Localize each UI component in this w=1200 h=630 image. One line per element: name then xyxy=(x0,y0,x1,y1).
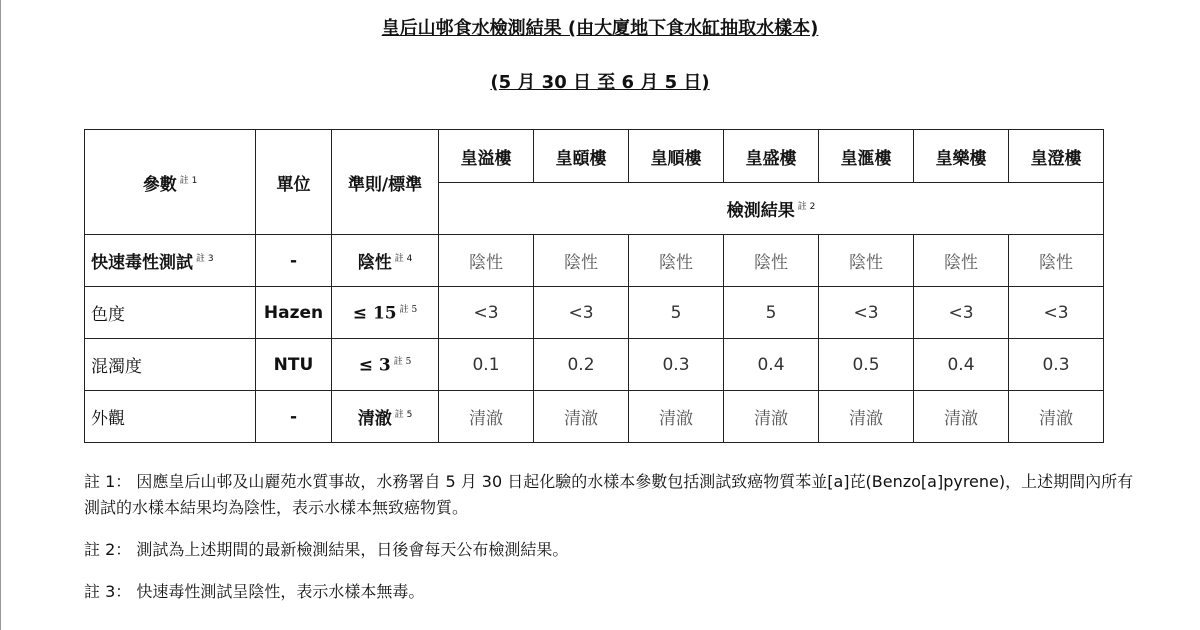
row-param-label: 混濁度 xyxy=(91,357,142,377)
result-cell: 陰性 xyxy=(534,235,629,287)
row-standard-note: 註 5 xyxy=(393,356,412,367)
row-param-cell xyxy=(85,287,256,339)
result-cell: 0.3 xyxy=(629,339,724,391)
result-cell: 清澈 xyxy=(629,391,724,443)
result-cell: 陰性 xyxy=(724,235,819,287)
row-param-label: 外觀 xyxy=(91,409,125,429)
header-param-note: 註 1 xyxy=(179,175,198,186)
row-standard-label: ≤ 15 xyxy=(352,303,397,324)
result-cell: 0.5 xyxy=(819,339,914,391)
row-param-cell xyxy=(85,235,256,287)
result-cell: 5 xyxy=(724,287,819,339)
result-cell: 清澈 xyxy=(724,391,819,443)
result-cell: 陰性 xyxy=(819,235,914,287)
page-edge-line xyxy=(0,0,1,630)
table-row xyxy=(85,339,1104,391)
row-param-cell xyxy=(85,391,256,443)
footnotes xyxy=(84,469,1144,605)
result-cell: 5 xyxy=(629,287,724,339)
table-row xyxy=(85,235,1104,287)
result-cell: 0.3 xyxy=(1009,339,1104,391)
header-results-label: 檢測結果 xyxy=(726,201,795,221)
header-param-cell xyxy=(85,130,256,235)
result-cell: <3 xyxy=(534,287,629,339)
header-building: 皇溢樓 xyxy=(439,130,534,183)
row-standard-label: 清澈 xyxy=(357,409,392,429)
result-cell: 陰性 xyxy=(1009,235,1104,287)
result-cell: 清澈 xyxy=(439,391,534,443)
row-unit-cell: - xyxy=(256,391,332,443)
row-standard-cell xyxy=(332,391,439,443)
row-standard-note: 註 5 xyxy=(394,410,413,421)
row-standard-cell xyxy=(332,235,439,287)
row-standard-cell xyxy=(332,287,439,339)
result-cell: 0.4 xyxy=(914,339,1009,391)
row-unit-cell: NTU xyxy=(256,339,332,391)
document-title: 皇后山邨食水檢測結果 (由大廈地下食水缸抽取水樣本) xyxy=(381,18,819,39)
footnote-2: 註 2： 測試為上述期間的最新檢測結果，日後會每天公布檢測結果。 xyxy=(84,540,569,559)
row-unit-cell: Hazen xyxy=(256,287,332,339)
footnote-3: 註 3： 快速毒性測試呈陰性，表示水樣本無毒。 xyxy=(84,582,425,601)
water-test-results-table xyxy=(84,129,1104,443)
header-building: 皇頤樓 xyxy=(534,130,629,183)
row-param-label: 色度 xyxy=(91,305,125,325)
row-standard-label: 陰性 xyxy=(357,253,392,273)
result-cell: 0.2 xyxy=(534,339,629,391)
row-unit-cell: - xyxy=(256,235,332,287)
result-cell: <3 xyxy=(1009,287,1104,339)
header-unit-cell: 單位 xyxy=(256,130,332,235)
footnote-1: 註 1： 因應皇后山邨及山麗苑水質事故，水務署自 5 月 30 日起化驗的水樣本參數包括測試致癌物質苯並[a]芘(Benzo[a]pyrene)，上述期間內所有測試的水樣本結果均為陰性，表示水樣本無致癌物質。 xyxy=(84,472,1134,517)
header-building: 皇滙樓 xyxy=(819,130,914,183)
header-building: 皇盛樓 xyxy=(724,130,819,183)
row-param-cell xyxy=(85,339,256,391)
header-building: 皇順樓 xyxy=(629,130,724,183)
header-results-note: 註 2 xyxy=(797,202,816,213)
result-cell: <3 xyxy=(819,287,914,339)
table-row xyxy=(85,287,1104,339)
row-standard-note: 註 5 xyxy=(399,304,418,315)
result-cell: 清澈 xyxy=(819,391,914,443)
row-standard-cell xyxy=(332,339,439,391)
result-cell: <3 xyxy=(439,287,534,339)
header-results-cell xyxy=(439,183,1104,235)
header-building: 皇澄樓 xyxy=(1009,130,1104,183)
result-cell: 陰性 xyxy=(629,235,724,287)
result-cell: 0.4 xyxy=(724,339,819,391)
result-cell: <3 xyxy=(914,287,1009,339)
row-standard-note: 註 4 xyxy=(394,254,413,265)
header-param-label: 參數 xyxy=(142,174,177,195)
row-param-note: 註 3 xyxy=(196,254,214,265)
header-building: 皇樂樓 xyxy=(914,130,1009,183)
result-cell: 清澈 xyxy=(534,391,629,443)
result-cell: 陰性 xyxy=(914,235,1009,287)
table-row xyxy=(85,391,1104,443)
result-cell: 陰性 xyxy=(439,235,534,287)
row-standard-label: ≤ 3 xyxy=(358,355,391,376)
document-date-range: (5 月 30 日 至 6 月 5 日) xyxy=(490,72,710,93)
table-header-row xyxy=(85,130,1104,183)
header-standard-cell: 準則/標準 xyxy=(332,130,439,235)
result-cell: 清澈 xyxy=(1009,391,1104,443)
result-cell: 0.1 xyxy=(439,339,534,391)
result-cell: 清澈 xyxy=(914,391,1009,443)
row-param-label: 快速毒性測試 xyxy=(91,253,193,273)
